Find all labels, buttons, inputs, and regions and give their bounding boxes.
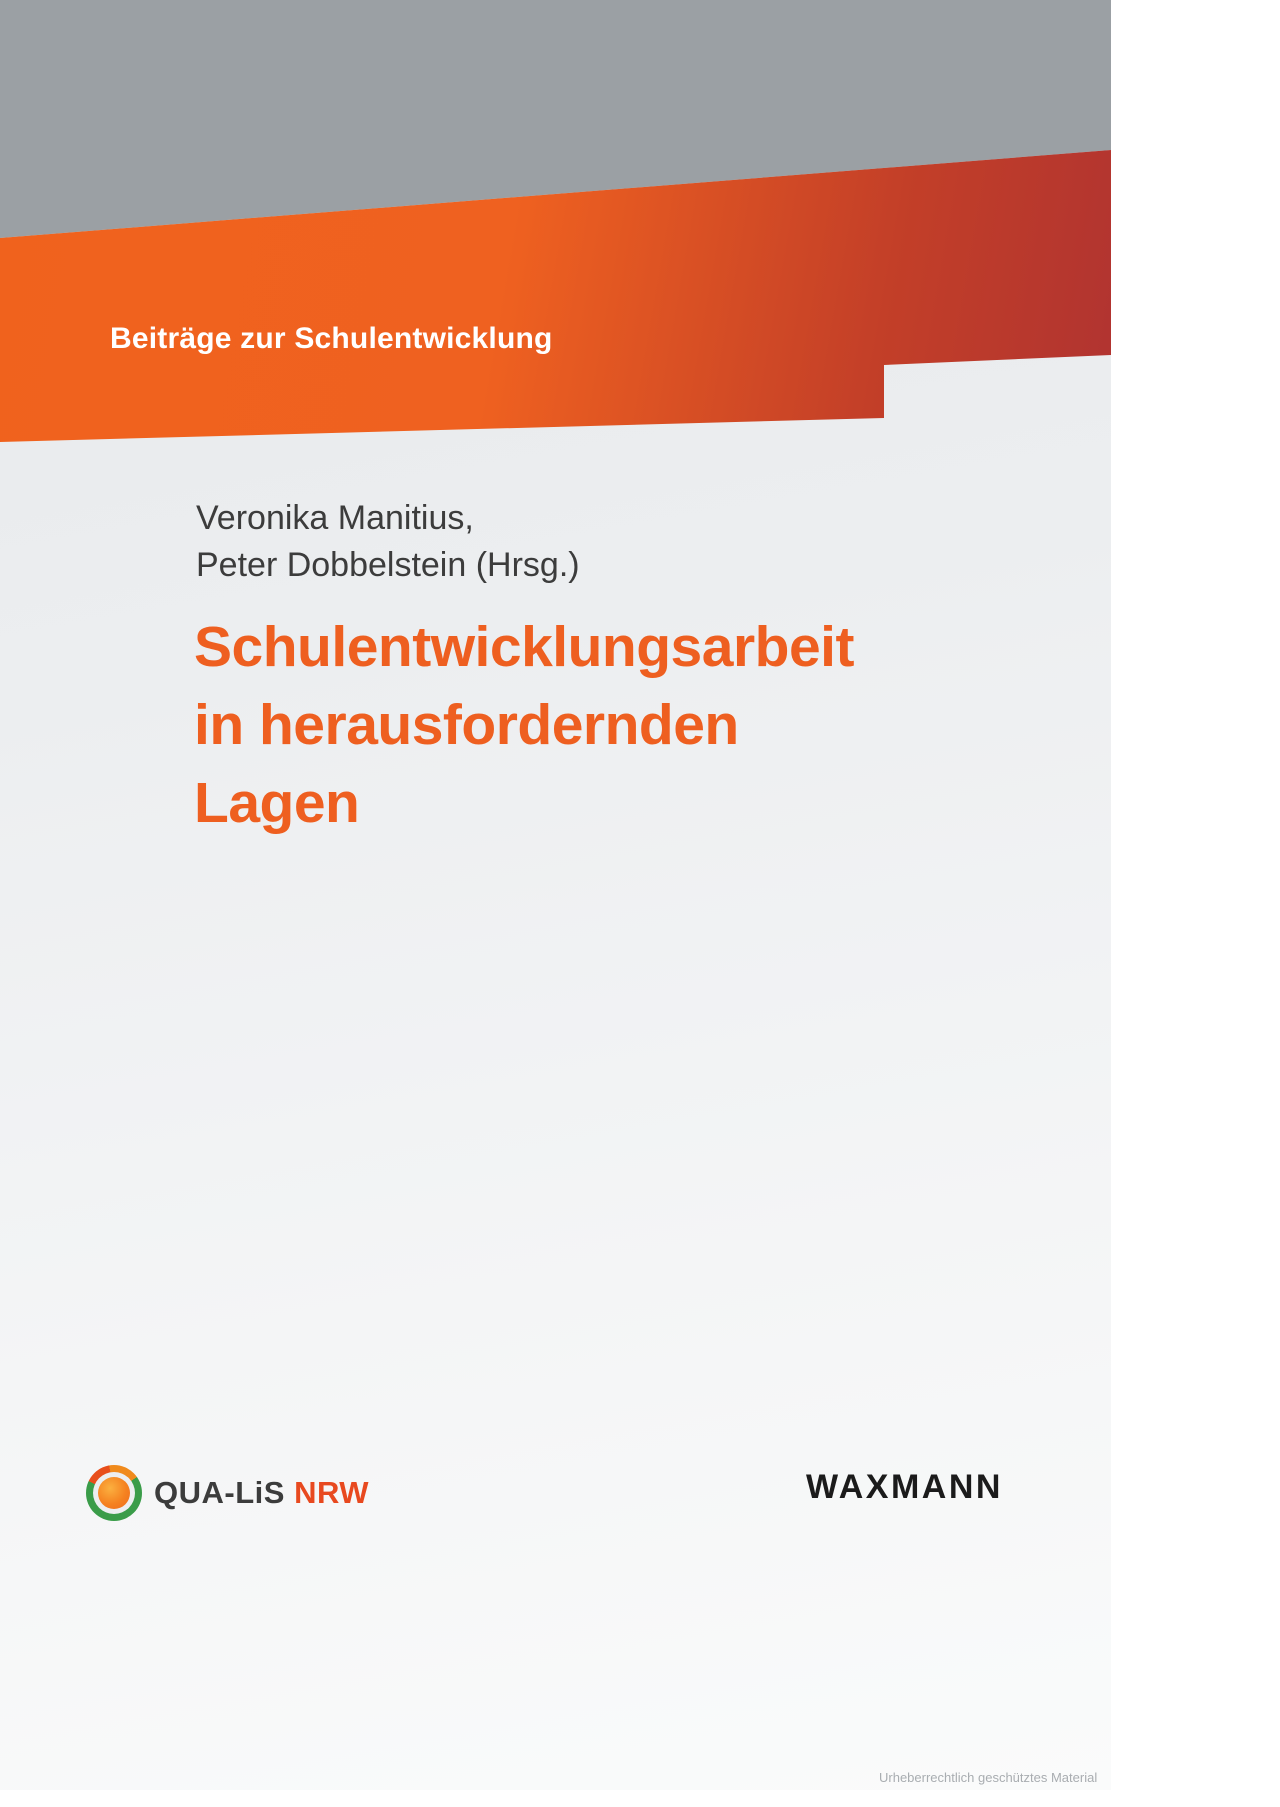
title-line-3: Lagen (194, 771, 360, 835)
qualis-nrw-logo (86, 1465, 369, 1521)
editors-block (196, 495, 580, 589)
series-title: Beiträge zur Schulentwicklung (110, 322, 553, 355)
title-line-1: Schulentwicklungsarbeit (194, 615, 854, 679)
title-line-2: in herausfordernden (194, 693, 739, 757)
editor-line-2: Peter Dobbelstein (Hrsg.) (196, 546, 580, 584)
qualis-logo-text (154, 1475, 369, 1511)
page-title (194, 608, 1024, 842)
qualis-logo-name: QUA-LiS (154, 1475, 295, 1510)
qualis-dot-icon (98, 1477, 130, 1509)
waxmann-publisher-logo: WAXMANN (806, 1468, 1003, 1506)
copyright-notice: Urheberrechtlich geschütztes Material (879, 1770, 1098, 1785)
qualis-logo-region: NRW (294, 1475, 370, 1510)
qualis-circle-icon (86, 1465, 142, 1521)
editor-line-1: Veronika Manitius, (196, 499, 474, 537)
